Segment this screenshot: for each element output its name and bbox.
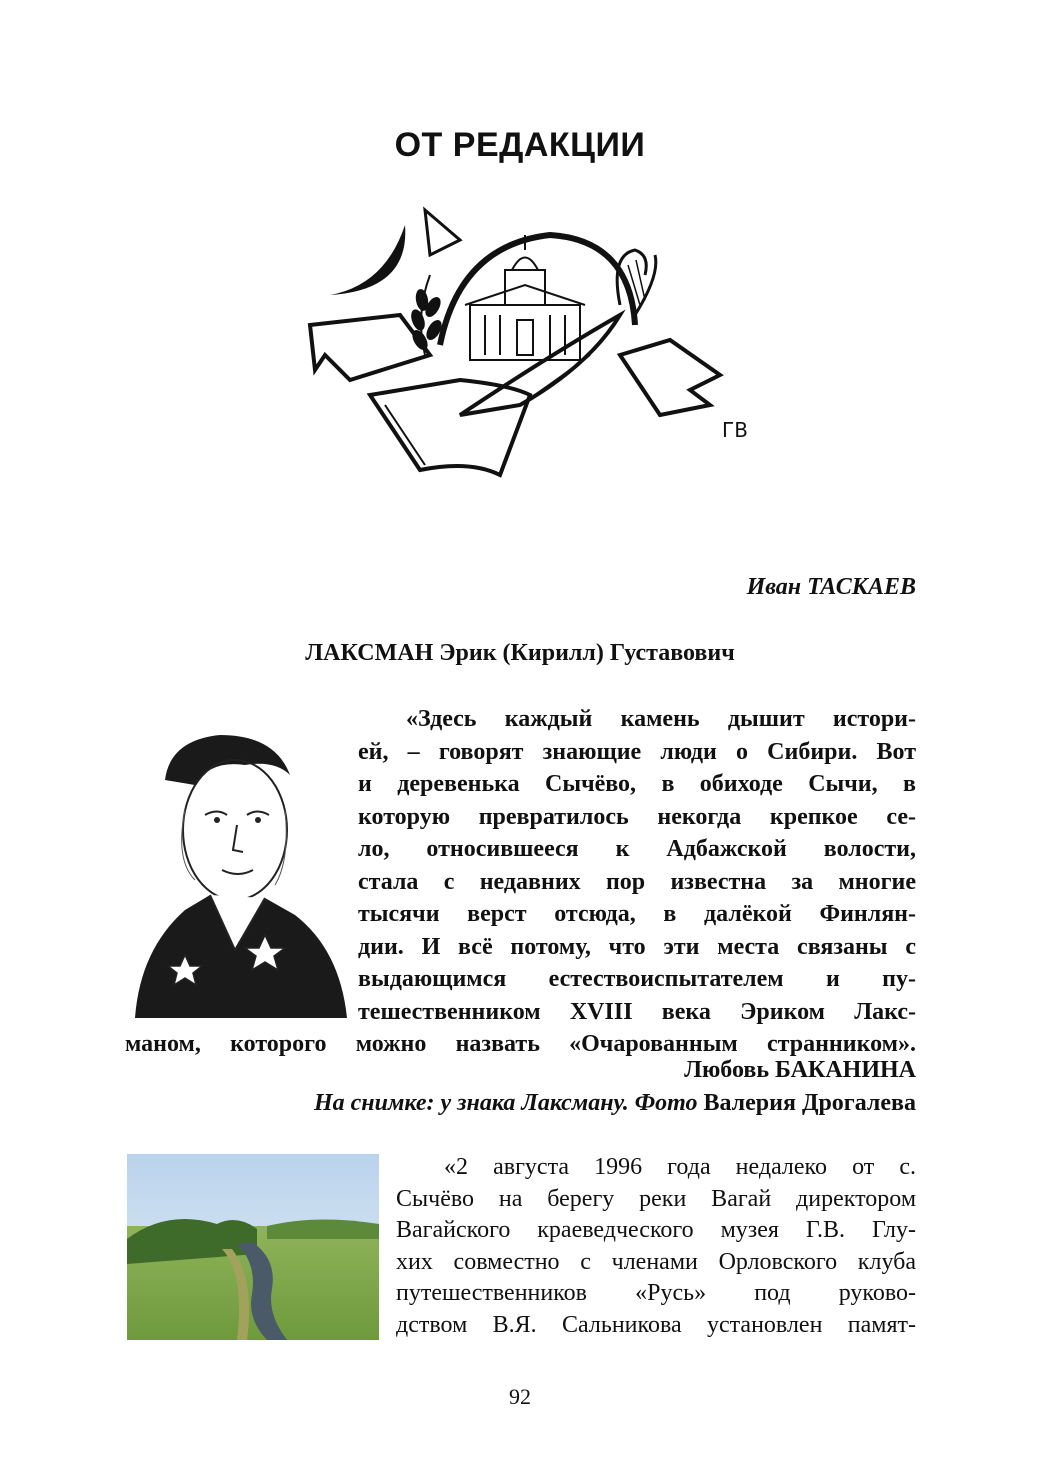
editorial-emblem (290, 205, 750, 505)
quote-line: выдающимся естествоиспытателем и пу- (358, 966, 916, 992)
author-name: Иван ТАСКАЕВ (746, 574, 916, 600)
caption-italic: На снимке: у знака Лаксману. Фото (313, 1090, 698, 1116)
quote-line: которую превратилось некогда крепкое се- (358, 803, 916, 830)
quote-line: «Здесь каждый камень дышит истори- (406, 706, 916, 732)
quote-line: ей, – говорят знающие люди о Сибири. Вот (358, 738, 916, 765)
article-subject: ЛАКСМАН Эрик (Кирилл) Густавович (305, 640, 735, 666)
body-line: «2 августа 1996 года недалеко от с. (444, 1154, 916, 1180)
quote-line: дии. И всё потому, что эти места связаны с (358, 933, 916, 960)
quote-line: и деревенька Сычёво, в обиходе Сычи, в (358, 771, 916, 797)
quote-line: тешественником XVIII века Эриком Лакс- (358, 998, 916, 1025)
page-number: 92 (509, 1384, 531, 1409)
page-title: ОТ РЕДАКЦИИ (394, 126, 646, 164)
emblem-monogram: ГВ (722, 418, 748, 442)
quote-signature: Любовь БАКАНИНА (684, 1057, 916, 1083)
body-line: Сычёво на берегу реки Вагай директором (396, 1185, 916, 1212)
body-line: путешественников «Русь» под руково- (396, 1280, 916, 1306)
caption-photographer: Валерия Дрогалева (703, 1090, 916, 1116)
quote-block (125, 703, 916, 1061)
body-line: дством В.Я. Сальникова установлен памят- (396, 1311, 916, 1338)
photo-caption (314, 1090, 916, 1117)
quote-line: стала с недавних пор известна за многие (358, 868, 916, 895)
laxman-portrait (125, 720, 347, 1018)
article-body (396, 1152, 916, 1341)
quote-line: ло, относившееся к Адбажской волости, (358, 836, 916, 862)
body-line: хих совместно с членами Орловского клуба (396, 1248, 916, 1275)
quote-line: тысячи верст отсюда, в далёкой Финлян- (358, 901, 916, 927)
body-line: Вагайского краеведческого музея Г.В. Глу- (396, 1217, 916, 1243)
quote-line: маном, которого можно назвать «Очарованным странником». (125, 1031, 916, 1057)
river-photo (127, 1154, 379, 1340)
